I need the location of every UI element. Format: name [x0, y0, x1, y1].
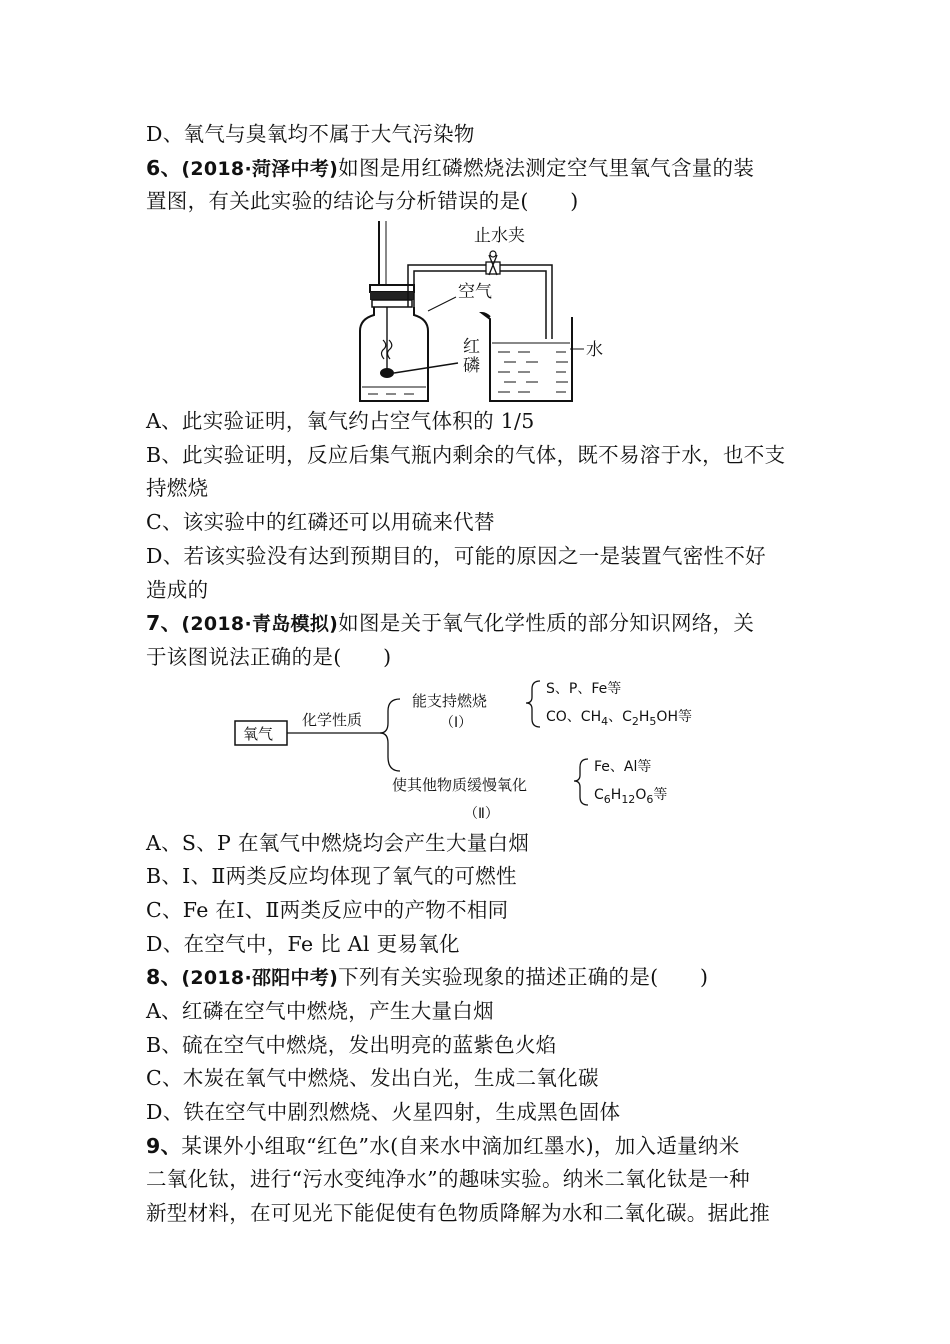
q6-option-b-cont: 持燃烧 — [146, 476, 209, 501]
root-label: 氧气 — [243, 724, 274, 743]
apparatus-diagram — [346, 219, 636, 405]
phosphorus-label-1: 红 — [463, 337, 480, 358]
q7-source: (2018·青岛模拟) — [181, 613, 339, 636]
q7-number: 7、 — [146, 611, 182, 636]
q6-option-c: C、该实验中的红磷还可以用硫来代替 — [146, 510, 495, 535]
q6-apparatus-figure — [146, 219, 816, 405]
q6-source: (2018·菏泽中考) — [181, 157, 339, 180]
phosphorus-label-2: 磷 — [463, 356, 480, 377]
branch1-tag: （Ⅰ） — [440, 714, 473, 731]
q7-stem-line2: 于该图说法正确的是( ) — [146, 644, 392, 669]
q7-stem-text: 如图是关于氧气化学性质的部分知识网络，关 — [338, 611, 755, 636]
q7-option-c: C、Fe 在Ⅰ、Ⅱ两类反应中的产物不相同 — [146, 897, 509, 922]
branch1-item2: CO、$CH_4$、$C_2H_5OH$等 — [546, 708, 692, 728]
q6-stem-text: 如图是用红磷燃烧法测定空气里氧气含量的装 — [338, 155, 755, 180]
q7-option-a: A、S、P 在氧气中燃烧均会产生大量白烟 — [146, 830, 530, 855]
q8-number: 8、 — [146, 965, 182, 990]
q8-option-d: D、铁在空气中剧烈燃烧、火星四射，生成黑色固体 — [146, 1100, 621, 1125]
q6-option-b: B、此实验证明，反应后集气瓶内剩余的气体，既不易溶于水，也不支 — [146, 442, 786, 467]
q6-option-a: A、此实验证明，氧气约占空气体积的 1/5 — [146, 409, 535, 434]
q7-stem-line1 — [146, 607, 816, 641]
q6-stem-line2: 置图，有关此实验的结论与分析错误的是( ) — [146, 189, 579, 214]
q9-stem-text: 某课外小组取“红色”水(自来水中滴加红墨水)，加入适量纳米 — [181, 1133, 740, 1158]
q8-source: (2018·邵阳中考) — [181, 967, 339, 990]
q9-stem-line1 — [146, 1130, 816, 1164]
q6-stem-line1 — [146, 152, 816, 186]
q5-option-d: D、氧气与臭氧均不属于大气污染物 — [146, 122, 475, 146]
q7-option-b: B、Ⅰ、Ⅱ两类反应均体现了氧气的可燃性 — [146, 864, 517, 889]
clamp-label: 止水夹 — [474, 226, 525, 247]
q6-option-d-cont: 造成的 — [146, 577, 209, 602]
knowledge-network-diagram — [232, 675, 732, 827]
q8-stem — [146, 961, 816, 995]
q8-option-c: C、木炭在氧气中燃烧、发出白光，生成二氧化碳 — [146, 1066, 599, 1091]
q9-number: 9、 — [146, 1133, 182, 1158]
water-label: 水 — [586, 340, 603, 361]
q7-option-d: D、在空气中，Fe 比 Al 更易氧化 — [146, 931, 460, 956]
q8-option-a: A、红磷在空气中燃烧，产生大量白烟 — [146, 999, 494, 1023]
q6-number: 6、 — [146, 155, 182, 180]
q9-stem-line2: 二氧化钛，进行“污水变纯净水”的趣味实验。纳米二氧化钛是一种 — [146, 1167, 750, 1192]
branch1-label: 能支持燃烧 — [412, 691, 488, 710]
q7-knowledge-network — [146, 675, 816, 827]
q8-stem-text: 下列有关实验现象的描述正确的是( ) — [338, 965, 709, 990]
q6-option-d: D、若该实验没有达到预期目的，可能的原因之一是装置气密性不好 — [146, 543, 766, 568]
branch2-tag: （Ⅱ） — [464, 805, 499, 822]
q9-stem-line3: 新型材料，在可见光下能促使有色物质降解为水和二氧化碳。据此推 — [146, 1201, 770, 1226]
q8-option-b: B、硫在空气中燃烧，发出明亮的蓝紫色火焰 — [146, 1032, 557, 1057]
branch2-item2: $C_6H_{12}O_6$等 — [594, 786, 668, 806]
air-label: 空气 — [458, 282, 492, 303]
document-page — [146, 118, 816, 1231]
branch1-item1: S、P、Fe等 — [546, 680, 622, 697]
branch2-label: 使其他物质缓慢氧化 — [392, 775, 528, 794]
edge-label: 化学性质 — [302, 710, 363, 729]
branch2-item1: Fe、Al等 — [594, 758, 652, 775]
